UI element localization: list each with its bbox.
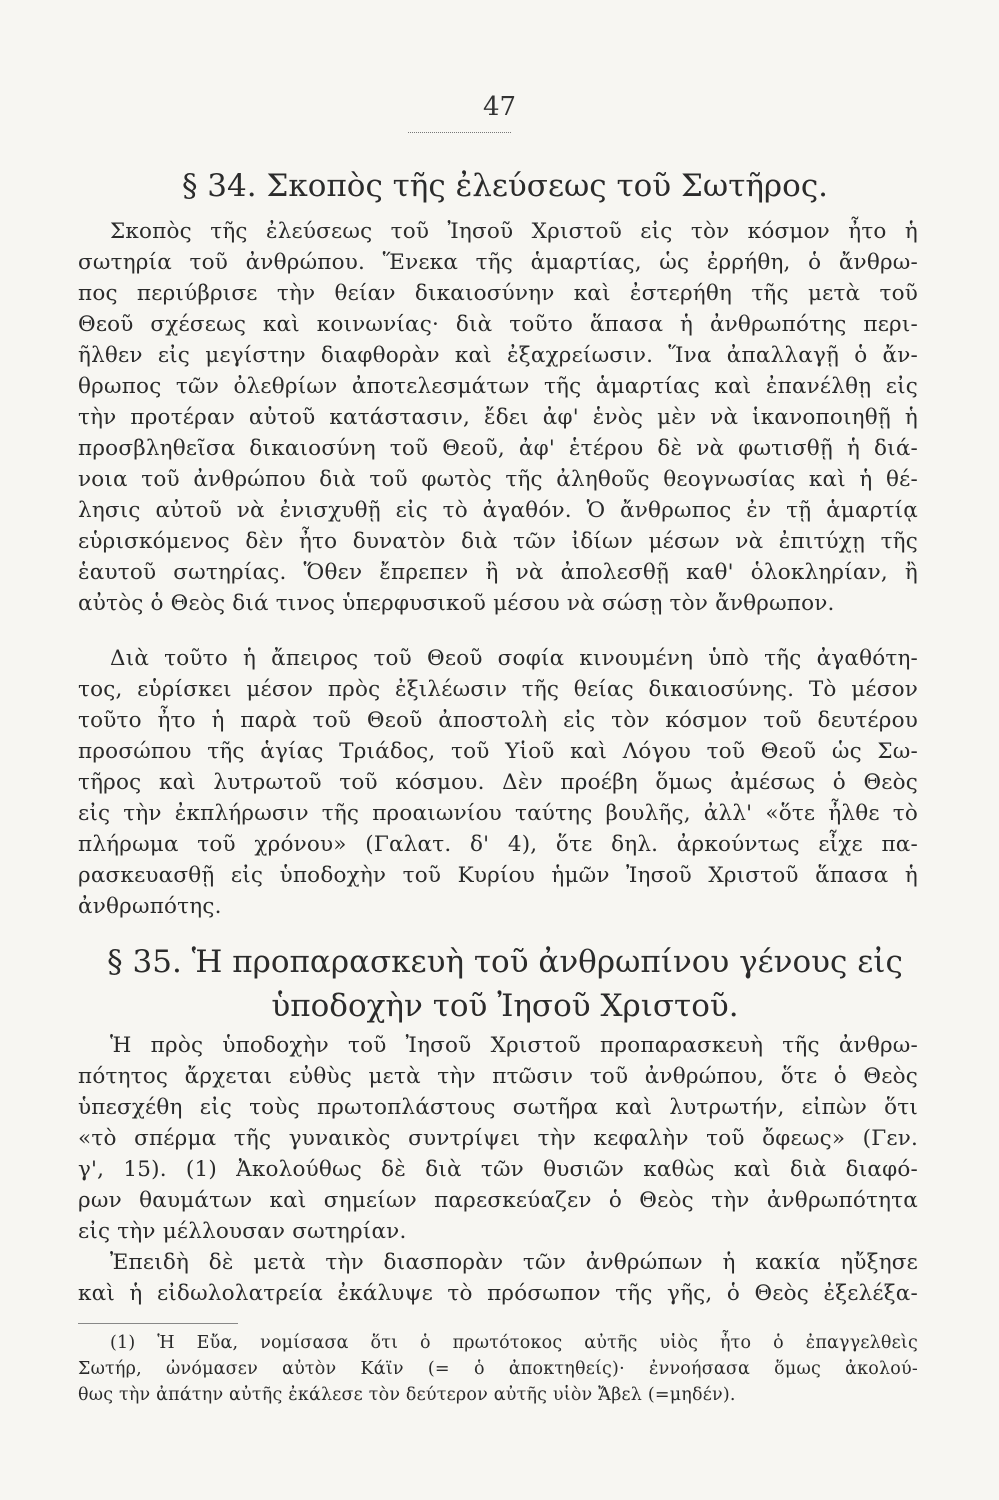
footnote-rule — [78, 1323, 238, 1324]
text-line: νοια τοῦ ἀνθρώπου διὰ τοῦ φωτὸς τῆς ἀληθοῦς θεογνωσίας καὶ ἡ θέ- — [78, 467, 918, 492]
text-line: σωτηρία τοῦ ἀνθρώπου. Ἕνεκα τῆς ἁμαρτίας, ὡς ἐρρήθη, ὁ ἄνθρω- — [78, 250, 918, 275]
footnote-line: (1) Ἡ Εὔα, νομίσασα ὅτι ὁ πρωτότοκος αὐτῆς υἱὸς ἦτο ὁ ἐπαγγελθεὶς — [110, 1333, 918, 1353]
text-line: τῆρος καὶ λυτρωτοῦ τοῦ κόσμου. Δὲν προέβη ὅμως ἀμέσως ὁ Θεὸς — [78, 770, 918, 795]
section-35-heading-line-1: § 35. Ἡ προπαρασκευὴ τοῦ ἀνθρωπίνου γένους εἰς — [107, 944, 903, 980]
section-34-heading: § 34. Σκοπὸς τῆς ἐλεύσεως τοῦ Σωτῆρος. — [181, 168, 829, 204]
text-line: εὑρισκόμενος δὲν ἦτο δυνατὸν διὰ τῶν ἰδίων μέσων νὰ ἐπιτύχῃ τῆς — [78, 529, 918, 554]
text-line: πότητος ἄρχεται εὐθὺς μετὰ τὴν πτῶσιν τοῦ ἀνθρώπου, ὅτε ὁ Θεὸς — [78, 1064, 918, 1089]
text-line: καὶ ἡ εἰδωλολατρεία ἐκάλυψε τὸ πρόσωπον τῆς γῆς, ὁ Θεὸς ἐξελέξα- — [78, 1281, 918, 1306]
text-line: πος περιύβρισε τὴν θείαν δικαιοσύνην καὶ ἐστερήθη τῆς μετὰ τοῦ — [78, 281, 918, 306]
text-line: πλήρωμα τοῦ χρόνου» (Γαλατ. δ' 4), ὅτε δηλ. ἀρκούντως εἶχε πα- — [78, 832, 918, 857]
text-line: Διὰ τοῦτο ἡ ἄπειρος τοῦ Θεοῦ σοφία κινουμένη ὑπὸ τῆς ἀγαθότη- — [110, 646, 918, 671]
text-line: ρασκευασθῇ εἰς ὑποδοχὴν τοῦ Κυρίου ἡμῶν Ἰησοῦ Χριστοῦ ἅπασα ἡ — [78, 863, 918, 888]
section-35-paragraph-1 — [78, 1030, 918, 1247]
text-line: ὑπεσχέθη εἰς τοὺς πρωτοπλάστους σωτῆρα καὶ λυτρωτήν, εἰπὼν ὅτι — [78, 1095, 918, 1120]
text-line: θρωπος τῶν ὀλεθρίων ἀποτελεσμάτων τῆς ἁμαρτίας καὶ ἐπανέλθῃ εἰς — [78, 374, 918, 399]
text-line: γ', 15). (1) Ἀκολούθως δὲ διὰ τῶν θυσιῶν καθὼς καὶ διὰ διαφό- — [78, 1157, 918, 1182]
page-number-rule — [408, 132, 511, 133]
text-line: προσώπου τῆς ἁγίας Τριάδος, τοῦ Υἱοῦ καὶ Λόγου τοῦ Θεοῦ ὡς Σω- — [78, 739, 918, 764]
footnote-line: Σωτήρ, ὠνόμασεν αὐτὸν Κάϊν (= ὁ ἀποκτηθείς)· ἐννοήσασα ὅμως ἀκολού- — [78, 1359, 918, 1379]
text-line: Σκοπὸς τῆς ἐλεύσεως τοῦ Ἰησοῦ Χριστοῦ εἰς τὸν κόσμον ἦτο ἡ — [110, 219, 918, 244]
footnote-line: θως τὴν ἀπάτην αὐτῆς ἐκάλεσε τὸν δεύτερον αὐτῆς υἱὸν Ἄβελ (=μηδέν). — [78, 1385, 736, 1405]
text-line: τος, εὑρίσκει μέσον πρὸς ἐξιλέωσιν τῆς θείας δικαιοσύνης. Τὸ μέσον — [78, 677, 918, 702]
page-number: 47 — [482, 92, 517, 122]
section-35-paragraph-2 — [78, 1247, 918, 1309]
text-line: εἰς τὴν μέλλουσαν σωτηρίαν. — [78, 1219, 407, 1244]
section-34-paragraph-1 — [78, 216, 918, 619]
section-35-heading — [90, 940, 920, 1028]
text-line: εἰς τὴν ἐκπλήρωσιν τῆς προαιωνίου ταύτης βουλῆς, ἀλλ' «ὅτε ἦλθε τὸ — [78, 801, 918, 826]
text-line: Ἡ πρὸς ὑποδοχὴν τοῦ Ἰησοῦ Χριστοῦ προπαρασκευὴ τῆς ἀνθρω- — [110, 1033, 918, 1058]
text-line: προσβληθεῖσα δικαιοσύνη τοῦ Θεοῦ, ἀφ' ἑτέρου δὲ νὰ φωτισθῇ ἡ διά- — [78, 436, 918, 461]
text-line: Θεοῦ σχέσεως καὶ κοινωνίας· διὰ τοῦτο ἅπασα ἡ ἀνθρωπότης περι- — [78, 312, 918, 337]
text-line: αὐτὸς ὁ Θεὸς διά τινος ὑπερφυσικοῦ μέσου νὰ σώσῃ τὸν ἄνθρωπον. — [78, 591, 835, 616]
section-34-paragraph-2 — [78, 643, 918, 922]
text-line: ρων θαυμάτων καὶ σημείων παρεσκεύαζεν ὁ Θεὸς τὴν ἀνθρωπότητα — [78, 1188, 918, 1213]
text-line: ῆλθεν εἰς μεγίστην διαφθορὰν καὶ ἐξαχρείωσιν. Ἵνα ἀπαλλαγῇ ὁ ἄν- — [78, 343, 918, 368]
section-35-heading-line-2: ὑποδοχὴν τοῦ Ἰησοῦ Χριστοῦ. — [271, 988, 739, 1024]
text-line: τοῦτο ἦτο ἡ παρὰ τοῦ Θεοῦ ἀποστολὴ εἰς τὸν κόσμον τοῦ δευτέρου — [78, 708, 918, 733]
text-line: λησις αὐτοῦ νὰ ἐνισχυθῇ εἰς τὸ ἀγαθόν. Ὁ ἄνθρωπος ἐν τῇ ἁμαρτίᾳ — [78, 498, 918, 523]
text-line: «τὸ σπέρμα τῆς γυναικὸς συντρίψει τὴν κεφαλὴν τοῦ ὄφεως» (Γεν. — [78, 1126, 918, 1151]
text-line: Ἐπειδὴ δὲ μετὰ τὴν διασπορὰν τῶν ἀνθρώπων ἡ κακία ηὔξησε — [110, 1250, 918, 1275]
text-line: τὴν προτέραν αὐτοῦ κατάστασιν, ἔδει ἀφ' ἑνὸς μὲν νὰ ἱκανοποιηθῇ ἡ — [78, 405, 918, 430]
text-line: ἀνθρωπότης. — [78, 894, 222, 919]
text-line: ἑαυτοῦ σωτηρίας. Ὅθεν ἔπρεπεν ἢ νὰ ἀπολεσθῇ καθ' ὁλοκληρίαν, ἢ — [78, 560, 918, 585]
footnote — [78, 1330, 918, 1408]
